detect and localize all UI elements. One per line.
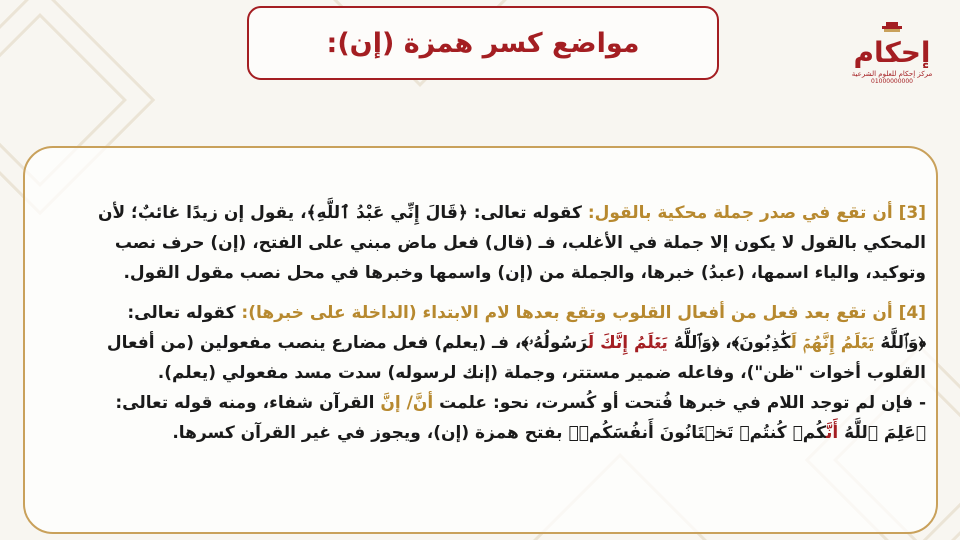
logo-text: إحكام	[853, 36, 931, 68]
text-run: - فإن لم توجد اللام في خبرها فُتحت أو كُسرت، نحو: علمت	[433, 393, 926, 413]
text-line	[41, 328, 926, 358]
text-line	[41, 298, 926, 328]
text-line	[41, 388, 926, 418]
text-run: رَسُولُهُۥ﴾، فـ (يعلم) فعل مضارع ينصب مفعولين (من أفعال	[106, 333, 588, 353]
text-line	[41, 228, 926, 258]
page-title: مواضع كسر همزة (إن):	[326, 27, 640, 59]
text-run: كقوله تعالى: ﴿قَالَ إِنِّي عَبْدُ ٱللَّهِ﴾، يقول إن زيدًا غائبٌ؛ لأن	[97, 203, 582, 223]
text-run: وتوكيد، والياء اسمها، (عبدُ) خبرها، والجملة من (إن) واسمها وخبرها في محل نصب مقول القول.	[123, 263, 926, 283]
text-run: كَٰذِبُونَ﴾، ﴿وَٱللَّهُ	[667, 333, 791, 353]
text-run: [3] أن تقع في صدر جملة محكية بالقول:	[581, 203, 926, 223]
title-box	[247, 6, 719, 80]
logo-contact: 01000000000	[871, 78, 913, 85]
text-run: القرآن شفاء، ومنه قوله تعالى:	[115, 393, 381, 413]
text-run: ﴿وَٱللَّهُ	[874, 333, 926, 353]
text-run: يَعۡلَمُ إِنَّهُمۡ لَ	[790, 333, 875, 353]
text-run: كُمۡ كُنتُمۡ تَخۡتَانُونَ أَنفُسَكُمۡ﴾ بفتح همزة (إن)، ويجوز في غير القرآن كسرها.	[172, 423, 827, 443]
logo-mark-icon	[846, 20, 938, 68]
logo-subtitle: مركز إحكام للعلوم الشرعية	[851, 70, 933, 78]
text-run: يَعۡلَمُ إِنَّكَ لَ	[587, 333, 668, 353]
section-3	[41, 198, 926, 288]
text-run: كقوله تعالى:	[127, 303, 236, 323]
text-line	[41, 198, 926, 228]
text-run: [4] أن تقع بعد فعل من أفعال القلوب وتقع بعدها لام الابتداء (الداخلة على خبرها):	[235, 303, 926, 323]
content-box	[23, 146, 938, 534]
logo	[842, 20, 942, 100]
text-line	[41, 358, 926, 388]
section-4	[41, 298, 926, 448]
text-line	[41, 418, 926, 448]
text-line	[41, 258, 926, 288]
text-run: المحكي بالقول لا يكون إلا جملة في الأغلب، فـ (قال) فعل ماض مبني على الفتح، (إن) حرف نصب	[114, 233, 926, 253]
text-run: القلوب أخوات "ظن")، وفاعله ضمير مستتر، وجملة (إنك لرسوله) سدت مسد مفعولي (يعلم).	[157, 363, 926, 383]
text-run: أَنَّ	[826, 423, 839, 443]
text-run: أنَّ/ إنَّ	[380, 393, 434, 413]
text-run: ﴿عَلِمَ ٱللَّهُ	[838, 423, 926, 443]
